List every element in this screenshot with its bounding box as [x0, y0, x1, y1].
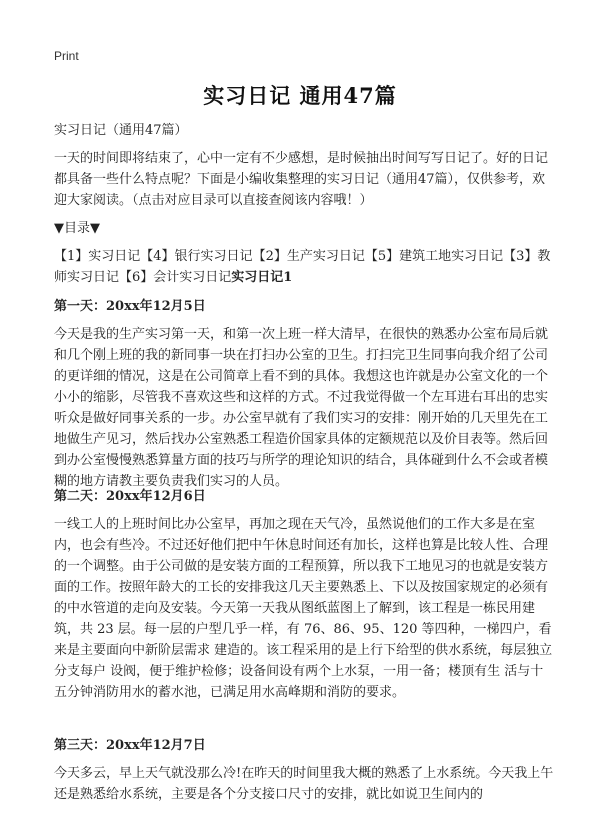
section-heading: 第三天：20xx年12月7日: [54, 738, 206, 753]
print-link[interactable]: Print: [54, 49, 79, 63]
intro-paragraph: 一天的时间即将结束了，心中一定有不少感想，是时候抽出时间写写日记了。好的日记都具备一些什么特点呢？下面是小编收集整理的实习日记（通用47篇），仅供参考，欢迎大家阅读。（点击对应目录可以直接查阅该内容哦！）: [54, 151, 549, 208]
section-heading: 第一天：20xx年12月5日: [54, 299, 206, 314]
section-heading-inline: 实习日记1: [231, 270, 293, 285]
toc-item[interactable]: 【4】银行实习日记: [140, 249, 253, 264]
toc-item[interactable]: 【2】生产实习日记: [252, 249, 365, 264]
toc-header[interactable]: ▼目录▼: [54, 221, 100, 236]
toc-item[interactable]: 【5】建筑工地实习日记: [364, 249, 504, 264]
section-heading: 第二天：20xx年12月6日: [54, 489, 206, 504]
page-title: 实习日记 通用47篇: [203, 83, 397, 108]
section-body: 今天是我的生产实习第一天，和第一次上班一样大清早，在很快的熟悉办公室布局后就和几个刚上班的我的新同事一块在打扫办公室的卫生。打扫完卫生同事向我介绍了公司的更详细的情况，这是在公司简章上看不到的具体。我想这也许就是办公室文化的一个小小的缩影，尽管我不喜欢这些和这样的方式。不过我觉得做一个左耳进右耳出的忠实听众是做好同事关系的一步。办公室早就有了我们实习的安排：刚开始的几天里先在工地做生产见习，然后找办公室熟悉工程造价国家具体的定额规范以及价目表等。然后回到办公室慢慢熟悉算量方面的技巧与所学的理论知识的结合，具体碰到什么不会或者模糊的地方请教主要负责我们实习的人员。: [54, 327, 549, 489]
doc-subtitle: 实习日记（通用47篇）: [54, 123, 188, 138]
toc-item[interactable]: 【1】实习日记: [54, 249, 141, 264]
toc-item[interactable]: 【3】教师实习日记: [54, 249, 551, 285]
section-body: 今天多云，早上天气就没那么冷!在昨天的时间里我大概的熟悉了上水系统。今天我上午还是熟悉给水系统，主要是各个分支接口尺寸的安排，就比如说卫生间内的: [54, 766, 554, 802]
toc-item[interactable]: 【6】会计实习日记: [119, 270, 232, 285]
table-of-contents: [54, 246, 554, 288]
section-body: 一线工人的上班时间比办公室早，再加之现在天气冷，虽然说他们的工作大多是在室内，也会有些冷。不过还好他们把中午休息时间还有加长，这样也算是比较人性、合理的一个调整。由于公司做的是安装方面的工程预算，所以我下工地见习的也就是安装方面的工作。按照年龄大的工长的安排我这几天主要熟悉上、下以及按国家规定的必须有的中水管道的走向及安装。今天第一天我从图纸蓝图上了解到，该工程是一栋民用建筑，共 23 层。每一层的户型几乎一样，有 76、86、95、120 等四种，一梯四户，看来是主要面向中新阶层需求 建造的。该工程采用的是上行下给型的供水系统，每层独立分支每户 设阀，便于维护检修；设备间设有两个上水泵，一用一备；楼顶有生 活与十五分钟消防用水的蓄水池，已满足用水高峰期和消防的要求。: [54, 517, 553, 700]
